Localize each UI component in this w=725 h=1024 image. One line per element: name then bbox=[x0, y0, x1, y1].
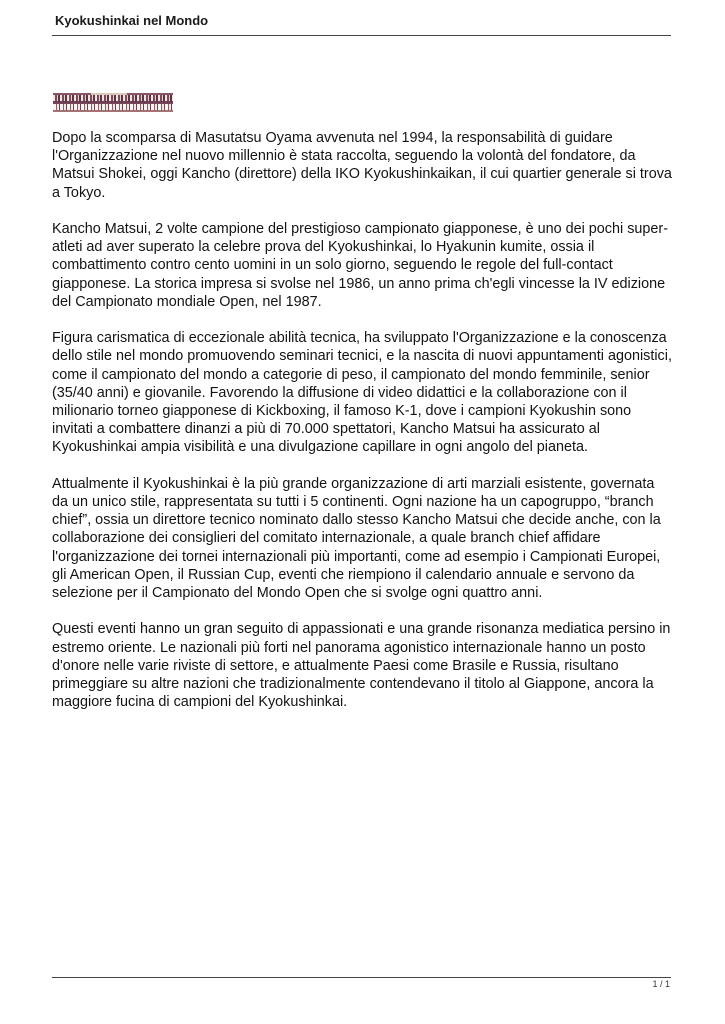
article-paragraph: Questi eventi hanno un gran seguito di appassionati e una grande risonanza mediatica persino in estremo oriente. Le nazionali più forti nel panorama agonistico internazionale hanno un posto d'onore nelle varie riviste di settore, e attualmente Paesi come Brasile e Russia, risultano primeggiare su altre nazioni che tradizionalmente contendevano il titolo al Giappone, ancora la maggiore fucina di campioni del Kyokushinkai. bbox=[52, 621, 671, 711]
page-title: Kyokushinkai nel Mondo bbox=[55, 13, 209, 28]
article-paragraph: Kancho Matsui, 2 volte campione del prestigioso campionato giapponese, è uno dei pochi super-atleti ad aver superato la celebre prova del Kyokushinkai, lo Hyakunin kumite, ossia il combattimento contro cento uomini in un solo giorno, seguendo le regole del full-contact giapponese. La storica impresa si svolse nel 1986, un anno prima ch'egli vincesse la IV edizione del Campionato mondiale Open, nel 1987. bbox=[52, 221, 668, 310]
article-body bbox=[52, 129, 674, 730]
article-paragraph: Dopo la scomparsa di Masutatsu Oyama avvenuta nel 1994, la responsabilità di guidare l'Organizzazione nel nuovo millennio è stata raccolta, seguendo la volontà del fondatore, da Matsui Shokei, oggi Kancho (direttore) della IKO Kyokushinkaikan, il cui quartier generale si trova a Tokyo. bbox=[52, 130, 672, 201]
header-divider bbox=[52, 35, 671, 36]
article-paragraph: Figura carismatica di eccezionale abilità tecnica, ha sviluppato l'Organizzazione e la conoscenza dello stile nel mondo promuovendo seminari tecnici, e la nascita di nuovi appuntamenti agonistici, come il campionato del mondo a categorie di peso, il campionato del mondo femminile, senior (35/40 anni) e giovanile. Favorendo la diffusione di video didattici e la collaborazione con il milionario torneo giapponese di Kickboxing, il famoso K-1, dove i campioni Kyokushin sono invitati a combattere dinanzi a più di 70.000 spettatori, Kancho Matsui ha assicurato al Kyokushinkai ampia visibilità e una divulgazione capillare in ogni angolo del pianeta. bbox=[52, 330, 672, 456]
footer-divider bbox=[52, 977, 671, 978]
article-paragraph: Attualmente il Kyokushinkai è la più grande organizzazione di arti marziali esistente, governata da un unico stile, rappresentata su tutti i 5 continenti. Ogni nazione ha un capogruppo, “branch chief”, ossia un direttore tecnico nominato dallo stesso Kancho Matsui che decide anche, con la collaborazione dei consiglieri del comitato internazionale, a quale branch chief affidare l'organizzazione dei tornei internazionali più importanti, come ad esempio i Campionati Europei, gli American Open, il Russian Cup, eventi che riempiono il calendario annuale e servono da selezione per il Campionato del Mondo Open che si svolge ogni quattro anni. bbox=[52, 475, 661, 602]
page-number: 1 / 1 bbox=[652, 979, 670, 989]
photo-crowd-row bbox=[53, 95, 173, 101]
photo-crowd-row bbox=[53, 104, 173, 110]
group-photo bbox=[53, 93, 173, 112]
